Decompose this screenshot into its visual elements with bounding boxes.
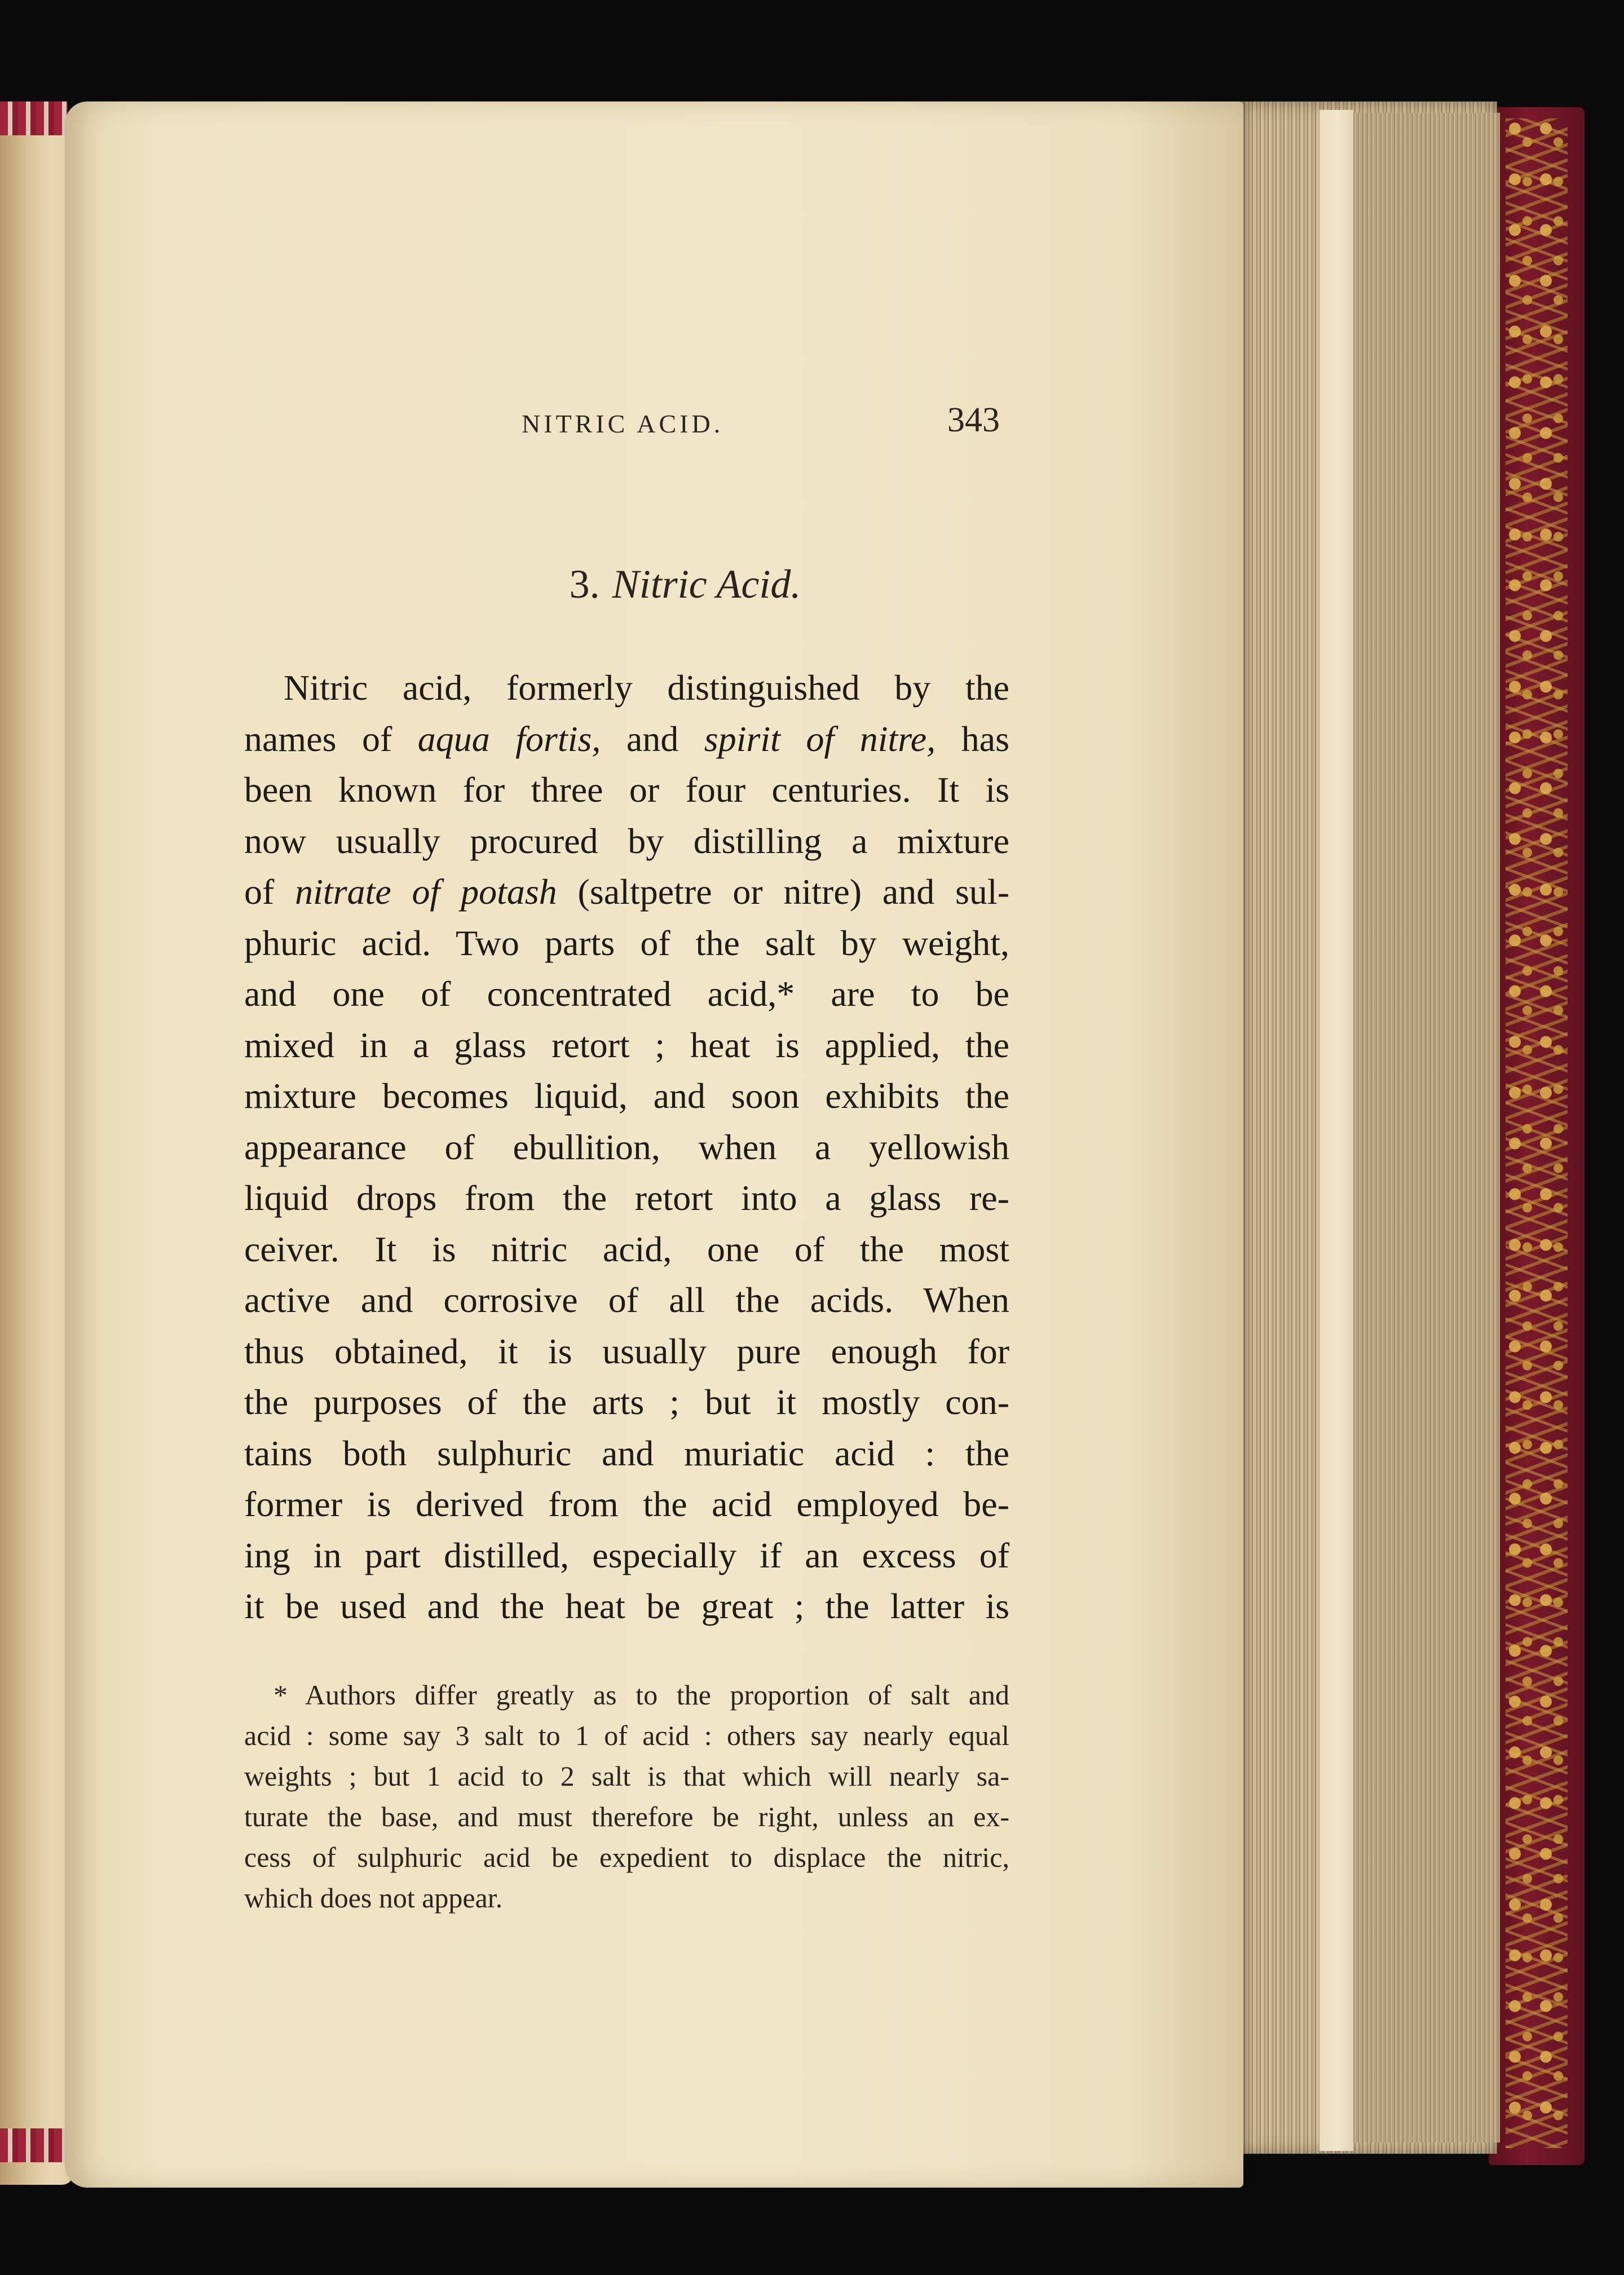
body-line	[244, 1428, 1009, 1479]
body-text-run: has	[935, 718, 1009, 759]
footnote	[244, 1675, 1009, 1918]
body-line	[244, 1377, 1009, 1428]
section-title	[65, 561, 1023, 608]
body-text-run: it be used and the heat be great ; the latter is	[244, 1586, 1009, 1626]
body-text-run: (saltpetre or nitre) and sul-	[557, 872, 1010, 912]
body-line	[244, 714, 1009, 765]
italic-term: spirit of nitre,	[704, 718, 936, 759]
body-paragraph	[244, 662, 1009, 1632]
body-line	[244, 969, 1009, 1020]
body-text-run: been known for three or four centuries. It is	[244, 770, 1009, 810]
footnote-line: acid : some say 3 salt to 1 of acid : others say nearly equal	[244, 1720, 1009, 1751]
body-text-run: ceiver. It is nitric acid, one of the most	[244, 1229, 1009, 1269]
body-line	[244, 1581, 1009, 1632]
footnote-line: turate the base, and must therefore be right, unless an ex-	[244, 1801, 1009, 1832]
body-text-run: ing in part distilled, especially if an excess of	[244, 1535, 1009, 1575]
body-text-run: the purposes of the arts ; but it mostly con-	[244, 1382, 1009, 1422]
body-line	[244, 1224, 1009, 1275]
italic-term: nitrate of potash	[295, 872, 557, 912]
footnote-line: which does not appear.	[244, 1882, 503, 1914]
body-text-run: tains both sulphuric and muriatic acid : the	[244, 1433, 1009, 1473]
body-line	[244, 1020, 1009, 1071]
body-line	[244, 765, 1009, 816]
footnote-line: cess of sulphuric acid be expedient to displace the nitric,	[244, 1841, 1009, 1873]
body-text-run: mixture becomes liquid, and soon exhibits the	[244, 1076, 1009, 1116]
body-text-run: phuric acid. Two parts of the salt by weight,	[244, 922, 1009, 963]
body-line	[244, 1275, 1009, 1326]
body-line	[244, 1071, 1009, 1122]
body-line	[244, 1326, 1009, 1377]
body-line	[244, 1122, 1009, 1173]
body-text-run: former is derived from the acid employed be-	[244, 1484, 1009, 1524]
body-text-run: now usually procured by distilling a mixture	[244, 820, 1009, 861]
page-number: 343	[947, 401, 1000, 439]
section-number: 3.	[569, 562, 600, 607]
body-text-run: and	[601, 718, 704, 759]
book-page	[65, 101, 1243, 2188]
body-line	[244, 816, 1009, 867]
body-text-run: mixed in a glass retort ; heat is applied, the	[244, 1024, 1009, 1065]
body-line	[244, 1479, 1009, 1530]
previous-page-edge	[0, 121, 73, 2185]
body-text-run: of	[244, 872, 295, 912]
page-block-highlight	[1320, 110, 1353, 2151]
italic-term: aqua fortis,	[417, 718, 601, 759]
body-text-run: liquid drops from the retort into a glass re-	[244, 1178, 1009, 1218]
section-name: Nitric Acid.	[612, 562, 801, 607]
body-line	[244, 662, 1009, 714]
body-line	[244, 1530, 1009, 1582]
body-text-run: thus obtained, it is usually pure enough for	[244, 1331, 1009, 1371]
body-text-run: and one of concentrated acid,* are to be	[244, 974, 1009, 1014]
body-text-run: names of	[244, 718, 418, 759]
running-head: NITRIC ACID.	[522, 409, 724, 438]
body-line	[244, 918, 1009, 969]
body-line	[244, 867, 1009, 918]
headband-bottom	[0, 2128, 68, 2162]
body-line	[244, 1173, 1009, 1224]
footnote-line: weights ; but 1 acid to 2 salt is that which will nearly sa-	[244, 1760, 1009, 1792]
gilt-ornament	[1506, 118, 1568, 2148]
headband-top	[0, 101, 68, 135]
body-text-run: active and corrosive of all the acids. When	[244, 1280, 1009, 1320]
body-text-run: appearance of ebullition, when a yellowish	[244, 1127, 1009, 1167]
footnote-line: * Authors differ greatly as to the proportion of salt and	[273, 1679, 1009, 1711]
body-text-run: Nitric acid, formerly distinguished by the	[284, 668, 1009, 708]
page-block-edges-right	[1353, 113, 1500, 2143]
